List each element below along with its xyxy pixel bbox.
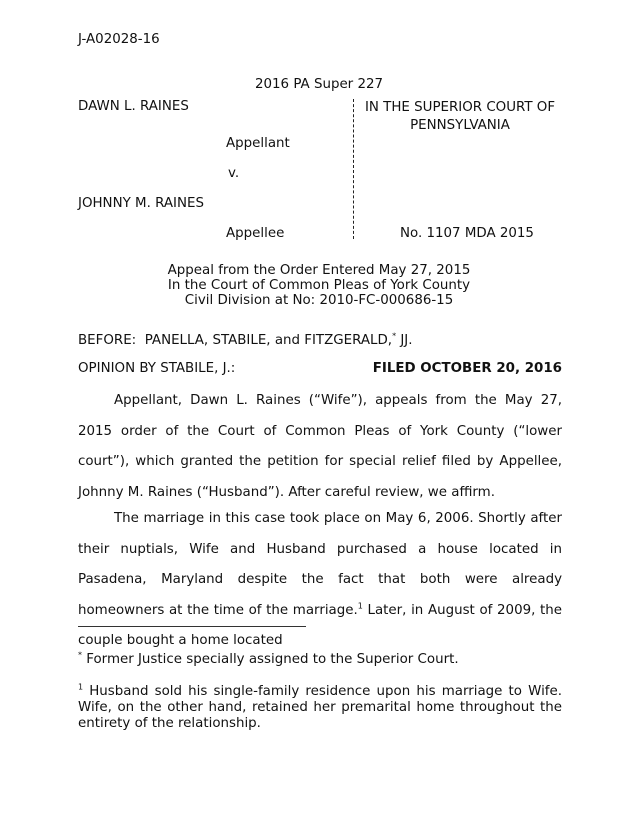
panel-suffix: JJ. [400, 333, 413, 348]
opinion-author: OPINION BY STABILE, J.: [78, 361, 236, 376]
appeal-line-2: In the Court of Common Pleas of York County [167, 278, 471, 293]
appellant-role: Appellant [226, 136, 290, 151]
footnote-2-mark: 1 [78, 682, 84, 692]
court-line-2: PENNSYLVANIA [410, 118, 510, 133]
paragraph-2-text-a: The marriage in this case took place on May 6, 2006. Shortly after their nuptials, Wife and Husband purchased a house located in Pasadena, Maryland despite the fact that both were already homeowners at the time of the marriage. [78, 511, 562, 618]
footnote-ref: 1 [357, 601, 363, 611]
before-label: BEFORE: [78, 333, 137, 348]
appellant-name: DAWN L. RAINES [78, 99, 189, 114]
citation: 2016 PA Super 227 [254, 77, 383, 92]
filed-date: FILED OCTOBER 20, 2016 [372, 361, 562, 376]
footnote-2 [78, 684, 562, 732]
footnote-1 [78, 652, 459, 667]
panel-line [78, 333, 412, 348]
panel-judges: PANELLA, STABILE, and FITZGERALD, [144, 333, 393, 348]
footnote-rule [78, 626, 306, 627]
court-line-1: IN THE SUPERIOR COURT OF [364, 100, 556, 115]
appeal-info [0, 263, 638, 308]
appeal-line-3: Civil Division at No: 2010-FC-000686-15 [184, 293, 454, 308]
appellee-name: JOHNNY M. RAINES [78, 196, 204, 211]
paragraph-2-text-b: Later, in August of 2009, the couple bought a home located [78, 602, 562, 648]
versus: v. [228, 166, 240, 181]
appeal-line-1: Appeal from the Order Entered May 27, 2015 [167, 263, 471, 278]
paragraph-1: Appellant, Dawn L. Raines (“Wife”), appeals from the May 27, 2015 order of the Court of Common Pleas of York County (“lower court”), which granted the petition for special relief filed by Appellee, Johnny M. Raines (“Husband”). After careful review, we affirm. [78, 393, 562, 500]
court-name [360, 99, 560, 135]
docket-number: No. 1107 MDA 2015 [400, 226, 534, 241]
footnote-mark: * [392, 331, 397, 341]
appellee-role: Appellee [226, 226, 285, 241]
footnote-1-mark: * [78, 650, 82, 660]
docket-code: J-A02028-16 [78, 32, 160, 47]
paragraph-2 [78, 504, 562, 657]
footnote-1-text: Former Justice specially assigned to the Superior Court. [82, 652, 459, 667]
caption-divider [353, 99, 354, 239]
footnote-2-text: Husband sold his single-family residence upon his marriage to Wife. Wife, on the other hand, retained her premarital home throughout the entirety of the relationship. [78, 684, 562, 731]
